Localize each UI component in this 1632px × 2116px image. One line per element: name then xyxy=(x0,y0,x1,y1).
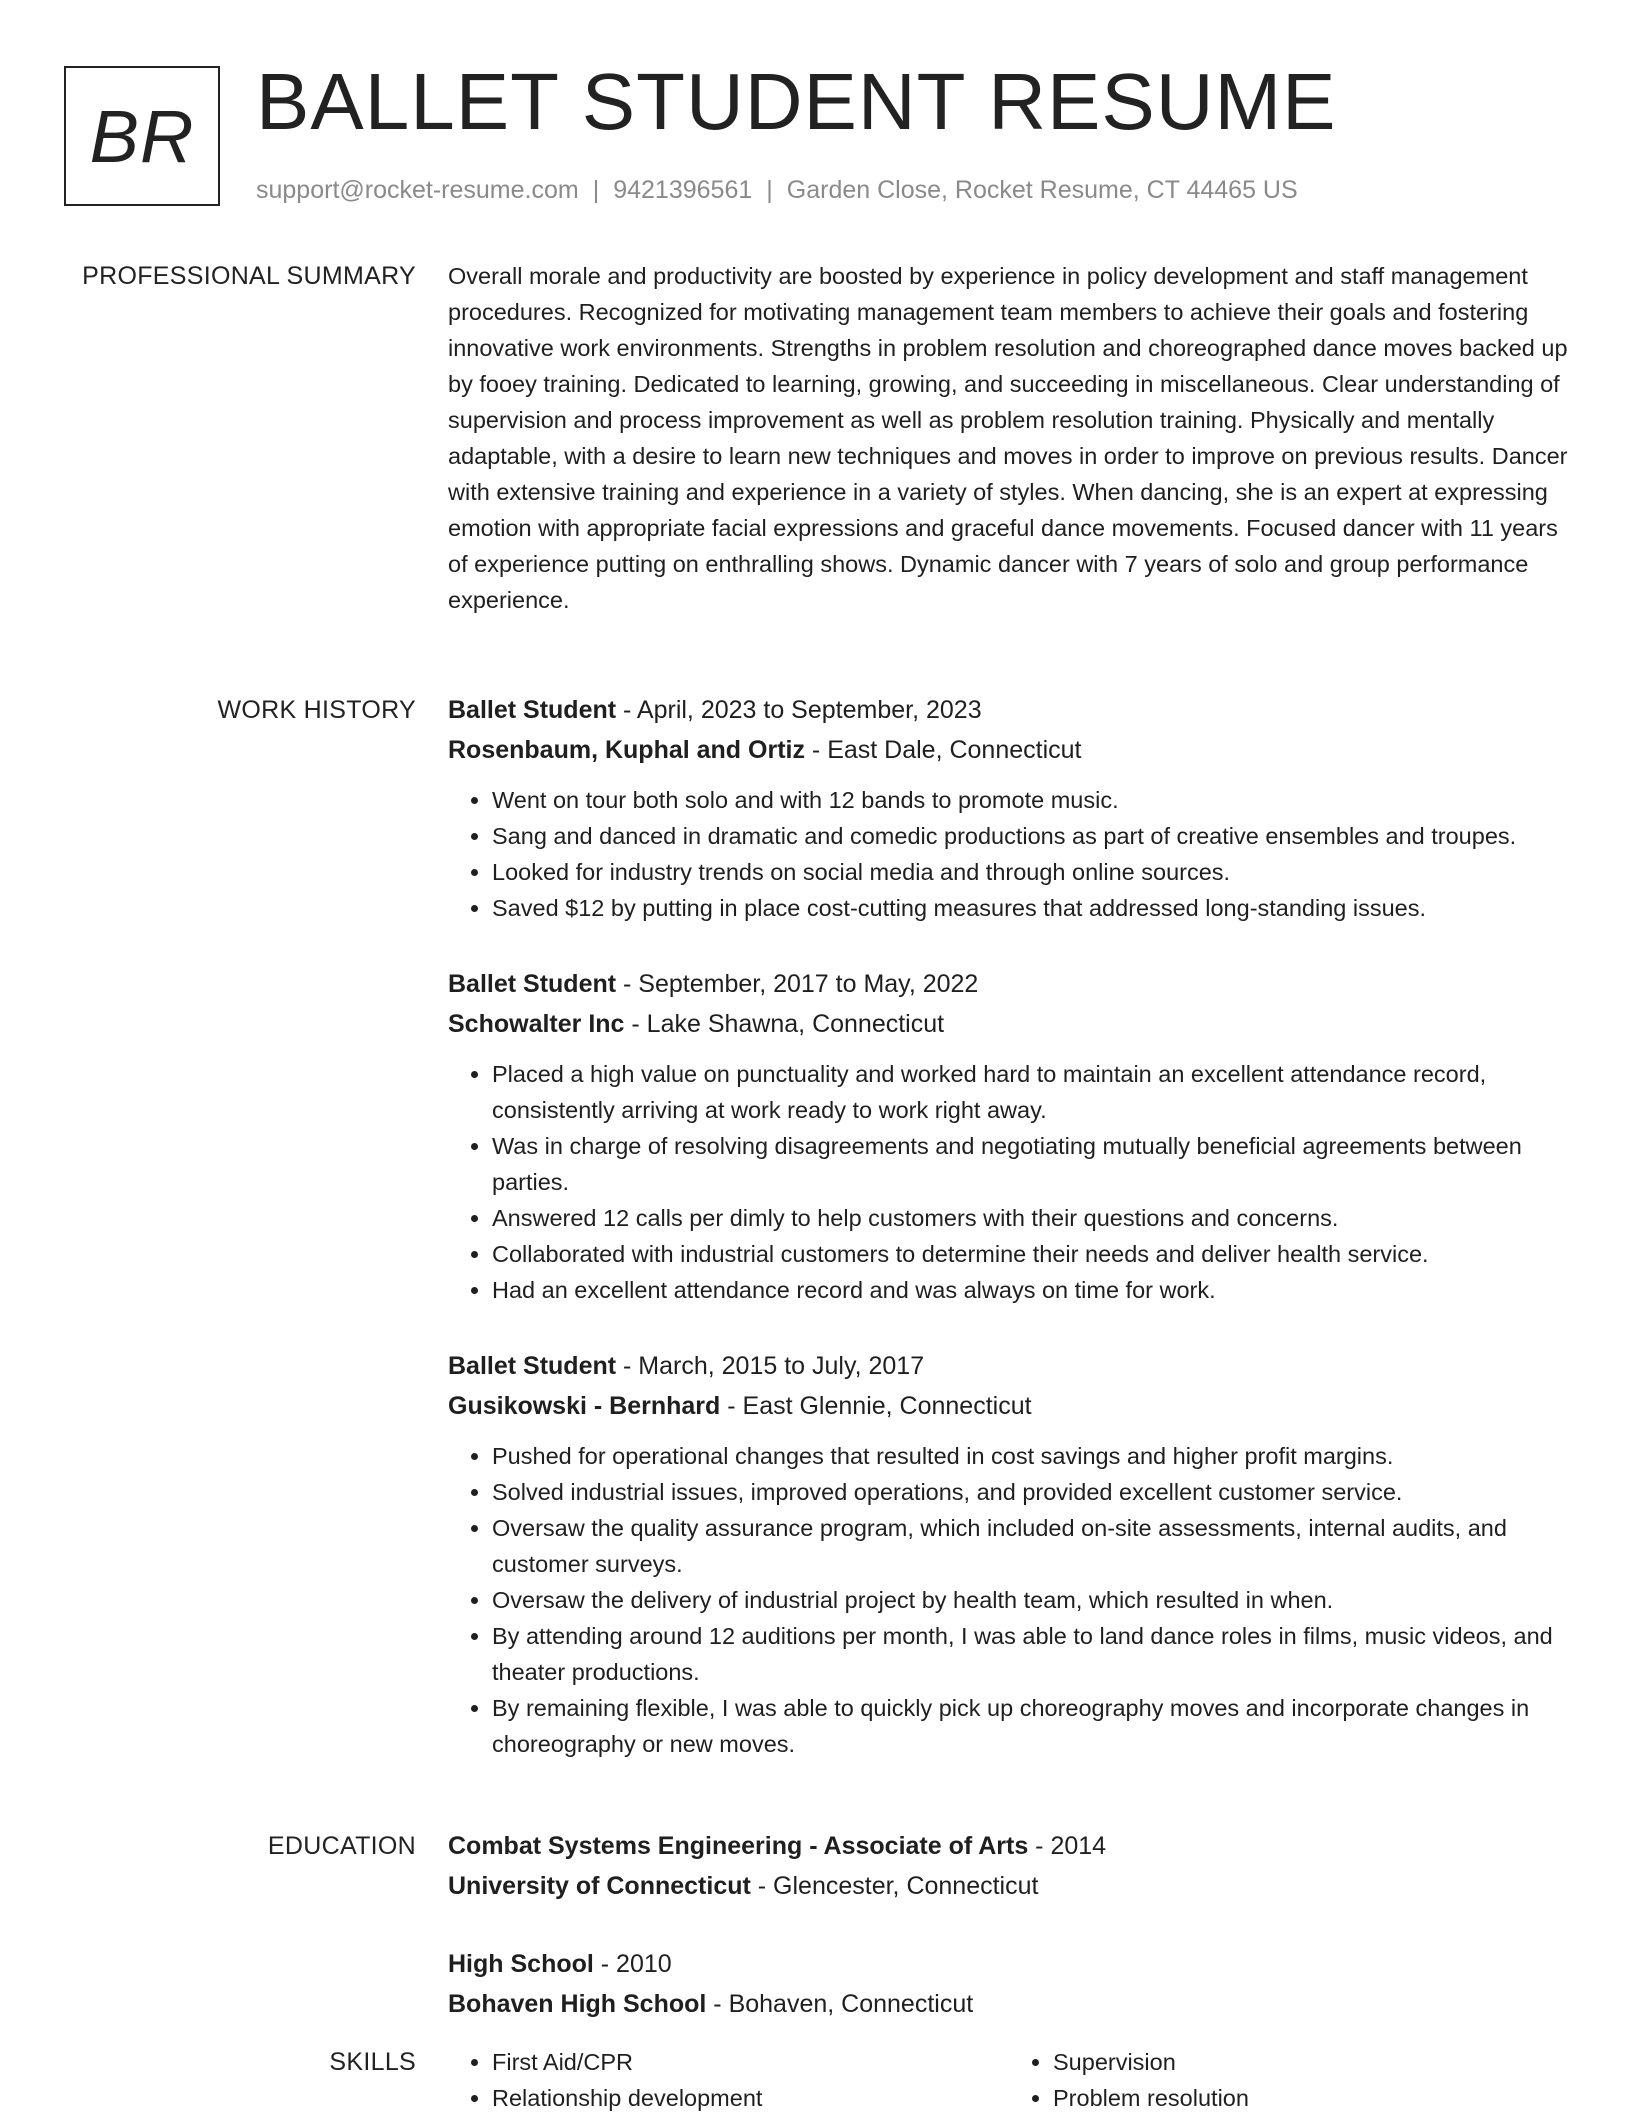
section-label-education: EDUCATION xyxy=(267,1832,416,1860)
job-location: - East Dale, Connecticut xyxy=(804,736,1082,764)
job-bullet: • Was in charge of resolving disagreements and negotiating mutually beneficial agreements between parties. xyxy=(492,1128,1570,1200)
skills-column-left xyxy=(448,2044,1009,2116)
education-entry xyxy=(448,1826,1570,1906)
job-company: Schowalter Inc xyxy=(448,1010,625,1038)
skill-item: • Problem resolution xyxy=(1053,2080,1570,2116)
skill-item: • First Aid/CPR xyxy=(492,2044,1009,2080)
skills-body xyxy=(448,2044,1570,2116)
contact-separator: | xyxy=(766,176,773,204)
section-label-summary: PROFESSIONAL SUMMARY xyxy=(82,262,416,290)
job-bullets xyxy=(448,1056,1570,1308)
contact-address: Garden Close, Rocket Resume, CT 44465 US xyxy=(786,176,1298,204)
job-title-line xyxy=(448,1346,1570,1386)
education-degree: High School xyxy=(448,1950,594,1978)
work-history-body xyxy=(448,690,1570,1800)
education-school: Bohaven High School xyxy=(448,1990,707,2018)
job-entry xyxy=(448,690,1570,926)
job-bullet: • Oversaw the quality assurance program, which included on-site assessments, internal audits, and customer surveys. xyxy=(492,1510,1570,1582)
contact-email[interactable]: support@rocket-resume.com xyxy=(256,176,579,204)
skills-column-right xyxy=(1009,2044,1570,2116)
job-company: Rosenbaum, Kuphal and Ortiz xyxy=(448,736,805,764)
job-company-line xyxy=(448,1004,1570,1044)
education-entry xyxy=(448,1944,1570,2024)
summary-text: Overall morale and productivity are boosted by experience in policy development and staff management procedures. Recognized for motivating management team members to achieve their goals and fostering innovative work environments. Strengths in problem resolution and choreographed dance moves backed up by fooey training. Dedicated to learning, growing, and succeeding in miscellaneous. Clear understanding of supervision and process improvement as well as problem resolution training. Physically and mentally adaptable, with a desire to learn new techniques and moves in order to improve on previous results. Dancer with extensive training and experience in a variety of styles. When dancing, she is an expert at expressing emotion with appropriate facial expressions and graceful dance movements. Focused dancer with 11 years of experience putting on enthralling shows. Dynamic dancer with 7 years of solo and group performance experience. xyxy=(448,263,1568,613)
education-degree-line xyxy=(448,1826,1570,1866)
job-title: Ballet Student xyxy=(448,696,617,724)
section-label-skills: SKILLS xyxy=(329,2048,416,2076)
education-year: - 2014 xyxy=(1028,1832,1107,1860)
job-company-line xyxy=(448,1386,1570,1426)
contact-separator: | xyxy=(592,176,600,204)
job-bullet: • Oversaw the delivery of industrial project by health team, which resulted in when. xyxy=(492,1582,1570,1618)
job-title: Ballet Student xyxy=(448,1352,617,1380)
job-bullet: • Saved $12 by putting in place cost-cutting measures that addressed long-standing issues. xyxy=(492,890,1570,926)
education-school-line xyxy=(448,1984,1570,2024)
section-label-work-history: WORK HISTORY xyxy=(217,696,416,724)
job-bullet: • Collaborated with industrial customers to determine their needs and deliver health service. xyxy=(492,1236,1570,1272)
education-year: - 2010 xyxy=(593,1950,672,1978)
job-title: Ballet Student xyxy=(448,970,617,998)
job-bullets xyxy=(448,1438,1570,1762)
job-company-line xyxy=(448,730,1570,770)
job-dates: - September, 2017 to May, 2022 xyxy=(616,970,979,998)
job-bullet: • Pushed for operational changes that resulted in cost savings and higher profit margins. xyxy=(492,1438,1570,1474)
education-location: - Bohaven, Connecticut xyxy=(706,1990,974,2018)
education-school: University of Connecticut xyxy=(448,1872,751,1900)
job-dates: - April, 2023 to September, 2023 xyxy=(616,696,982,724)
education-school-line xyxy=(448,1866,1570,1906)
job-entry xyxy=(448,964,1570,1308)
job-bullet: • Went on tour both solo and with 12 bands to promote music. xyxy=(492,782,1570,818)
skills-columns xyxy=(448,2044,1570,2116)
job-dates: - March, 2015 to July, 2017 xyxy=(616,1352,925,1380)
job-entry xyxy=(448,1346,1570,1762)
skill-item: • Supervision xyxy=(1053,2044,1570,2080)
job-bullet: • Answered 12 calls per dimly to help customers with their questions and concerns. xyxy=(492,1200,1570,1236)
job-bullet: • Looked for industry trends on social media and through online sources. xyxy=(492,854,1570,890)
education-body xyxy=(448,1826,1570,2062)
monogram-box xyxy=(64,66,220,206)
skill-item: • Relationship development xyxy=(492,2080,1009,2116)
job-bullet: • Sang and danced in dramatic and comedic productions as part of creative ensembles and troupes. xyxy=(492,818,1570,854)
job-bullet: • By remaining flexible, I was able to quickly pick up choreography moves and incorporate changes in choreography or new moves. xyxy=(492,1690,1570,1762)
resume-title: BALLET STUDENT RESUME xyxy=(256,57,1337,146)
job-location: - Lake Shawna, Connecticut xyxy=(624,1010,945,1038)
job-company: Gusikowski - Bernhard xyxy=(448,1392,721,1420)
job-bullet: • Solved industrial issues, improved operations, and provided excellent customer service. xyxy=(492,1474,1570,1510)
job-bullet: • By attending around 12 auditions per month, I was able to land dance roles in films, music videos, and theater productions. xyxy=(492,1618,1570,1690)
education-location: - Glencester, Connecticut xyxy=(750,1872,1039,1900)
job-bullet: • Placed a high value on punctuality and worked hard to maintain an excellent attendance record, consistently arriving at work ready to work right away. xyxy=(492,1056,1570,1128)
job-title-line xyxy=(448,690,1570,730)
education-degree-line xyxy=(448,1944,1570,1984)
education-degree: Combat Systems Engineering - Associate of Arts xyxy=(448,1832,1029,1860)
job-location: - East Glennie, Connecticut xyxy=(720,1392,1032,1420)
job-bullet: • Had an excellent attendance record and was always on time for work. xyxy=(492,1272,1570,1308)
contact-line xyxy=(256,176,1298,205)
contact-phone[interactable]: 9421396561 xyxy=(613,176,753,204)
monogram-initials: BR xyxy=(89,94,195,178)
job-bullets xyxy=(448,782,1570,926)
summary-body xyxy=(448,258,1570,618)
job-title-line xyxy=(448,964,1570,1004)
